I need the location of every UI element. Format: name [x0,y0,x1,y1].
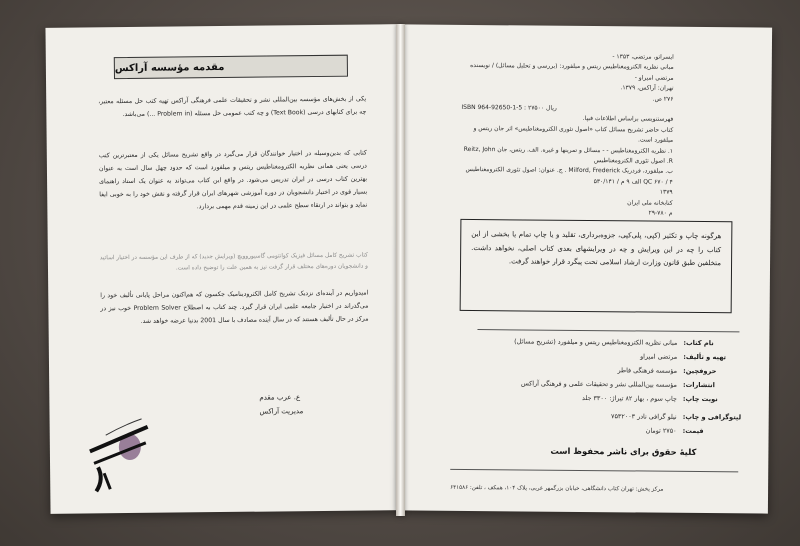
cip-line: ب. میلفورد، فردریک Milford, Frederick . ج. عنوان: اصول تئوری الکترومغناطیس [465,166,673,176]
signature-title: مدیریت آراکس [259,407,304,416]
info-value: ۲۷۵۰ تومان [645,426,677,435]
copyright-notice-box: هرگونه چاپ و تکثیر (کپی، پلی‌کپی، جزوه‌برداری، تقلید و یا چاپ تمام یا بخشی از این کتاب را چه در این ویرایش و چه در ویرایشهای بعدی کتاب اصلی، نخواهد داشت. متخلفین طبق قانون وزارت ارشاد اسلامی تحت پیگرد قرار خواهند گرفت. [460,219,733,313]
cip-line: ۱۳۷۹ [659,188,673,197]
preface-title: مقدمه مؤسسه آراکس [114,55,348,79]
preface-paragraph-4: امیدواریم در آینده‌ای نزدیک تشریح کامل الکترودینامیک جکسون که هم‌اکنون مراحل پایانی تألیف خود را می‌گذراند در اختیار جامعه علمی ایران قرار گیرد. چند کتاب به اصطلاح Problem Solver خوب نیز در مرکز در حال تألیف هستند که در سال آینده مصادف با سال 2001 بدنیا عرضه خواهد شد. [100,289,369,325]
preface-paragraph-2: کتابی که بدین‌وسیله در اختیار خوانندگان قرار می‌گیرد در واقع تشریح مسائل یکی از معتبرترین کتب درسی یعنی همانی نظریه الکترومغناطیس ریتس و میلفورد است که حدود چهل سال است به عنوان بهترین کتاب درسی در ایران تدریس می‌شود. در واقع این کتاب می‌تواند به عنوان یک استاد راهنمای بسیار قوی در اختیار دانشجویان در دوره آموزشی شهرهای ایران قرار گرفته و نقش خود را به خوبی ایفا نماید و بتواند در ارتقاء سطح علمی در این زمینه قدم مهمی بردارد. [98,149,368,211]
rights-reserved: کلیهٔ حقوق برای ناشر محفوظ است [550,445,697,457]
info-label: انتشارات: [682,380,715,390]
info-label: نام کتاب: [683,338,714,348]
cip-line: کتاب حاضر تشریح مسائل کتاب «اصول تئوری الکترومغناطیس» اثر جان ریتس و میلفورد است. [473,124,674,145]
isbn-line: ISBN 964-92650-1-5 : ۲۷۵۰۰ ریال [461,103,557,112]
info-label: لیتوگرافی و چاپ: [682,412,742,422]
info-value: مؤسسه بین‌المللی نشر و تحقیقات علمی و فرهنگی آراکس [520,379,678,389]
divider [477,329,739,332]
cip-line: ۲۷۶ ص. [652,95,674,103]
info-value: مرتضی امیراو [640,352,678,361]
cip-line: ایسراتو، مرتضی، ۱۳۵۳ - [612,53,674,61]
signature-name: ع. عرب مقدم [259,393,301,402]
ownership-stamp [83,407,156,494]
book-spine [396,24,405,516]
cip-line: مبانی نظریه الکترومغناطیس ریتس و میلفورد: (بررسی و تحلیل مسائل) / نویسنده مرتضی امیراو - [470,62,674,82]
preface-paragraph-1: یکی از بخش‌های مؤسسه بین‌المللی نشر و تحقیقات علمی فرهنگی آراکس تهیه کتب حل مسئله معتبر، چه برای کتابهای درسی (Text Book) و چه کتب عمومی حل مسئله (Problem in ...) می‌باشد. [98,95,367,119]
left-page [45,24,401,514]
cataloging-data [460,51,673,219]
cip-line: م ۷۸۰-۲۹ [648,209,673,217]
cip-line: QC ۶۷۰ / ۴ الف ۹ م / ۵۳۰/۱۴۱ [593,177,673,186]
info-label: قیمت: [682,426,704,436]
info-label: تهیه و تألیف: [683,352,727,362]
right-page [400,24,772,513]
cip-line: ۱. نظریه الکترومغناطیس - - مسائل و تمرینها و غیره. الف. ریتس، جان Reitz, John R. اصول تئوری الکترومغناطیس [463,145,674,165]
distribution-footer: مرکز پخش: تهران کتاب دانشگاهی، خیابان بزرگمهر غربی، پلاک ۱۰۴، همکف ، تلفن: ۶۴۱۵۸۶ [450,484,664,493]
info-value: چاپ سوم ، بهار ۸۲ تیراژ: ۳۳۰۰ جلد [581,393,677,403]
info-value: مؤسسه فرهنگی فاطر [617,366,678,375]
info-label: حروفچین: [683,366,717,376]
info-value: نیلو گرافی نادر ۷۵۳۲۰۰۳ [611,412,677,421]
cip-line: کتابخانه ملی ایران [627,199,673,207]
preface-paragraph-3: کتاب تشریح کامل مسائل فیزیک کوانتومی گاسیوروویچ (ویرایش جدید) که از طرف این مؤسسه در اختیار اساتید و دانشجویان دوره‌های مختلف قرار گرفت نیز به همین علت را توضیح داده است. [99,252,369,272]
divider [450,469,738,473]
info-label: نوبت چاپ: [682,394,718,404]
cip-line: فهرستنویسی براساس اطلاعات فیپا. [582,115,674,124]
info-value: مبانی نظریه الکترومغناطیس ریتس و میلفورد (تشریح مسائل) [514,337,678,347]
cip-line: تهران: آراکس، ۱۳۷۹. [620,84,674,92]
